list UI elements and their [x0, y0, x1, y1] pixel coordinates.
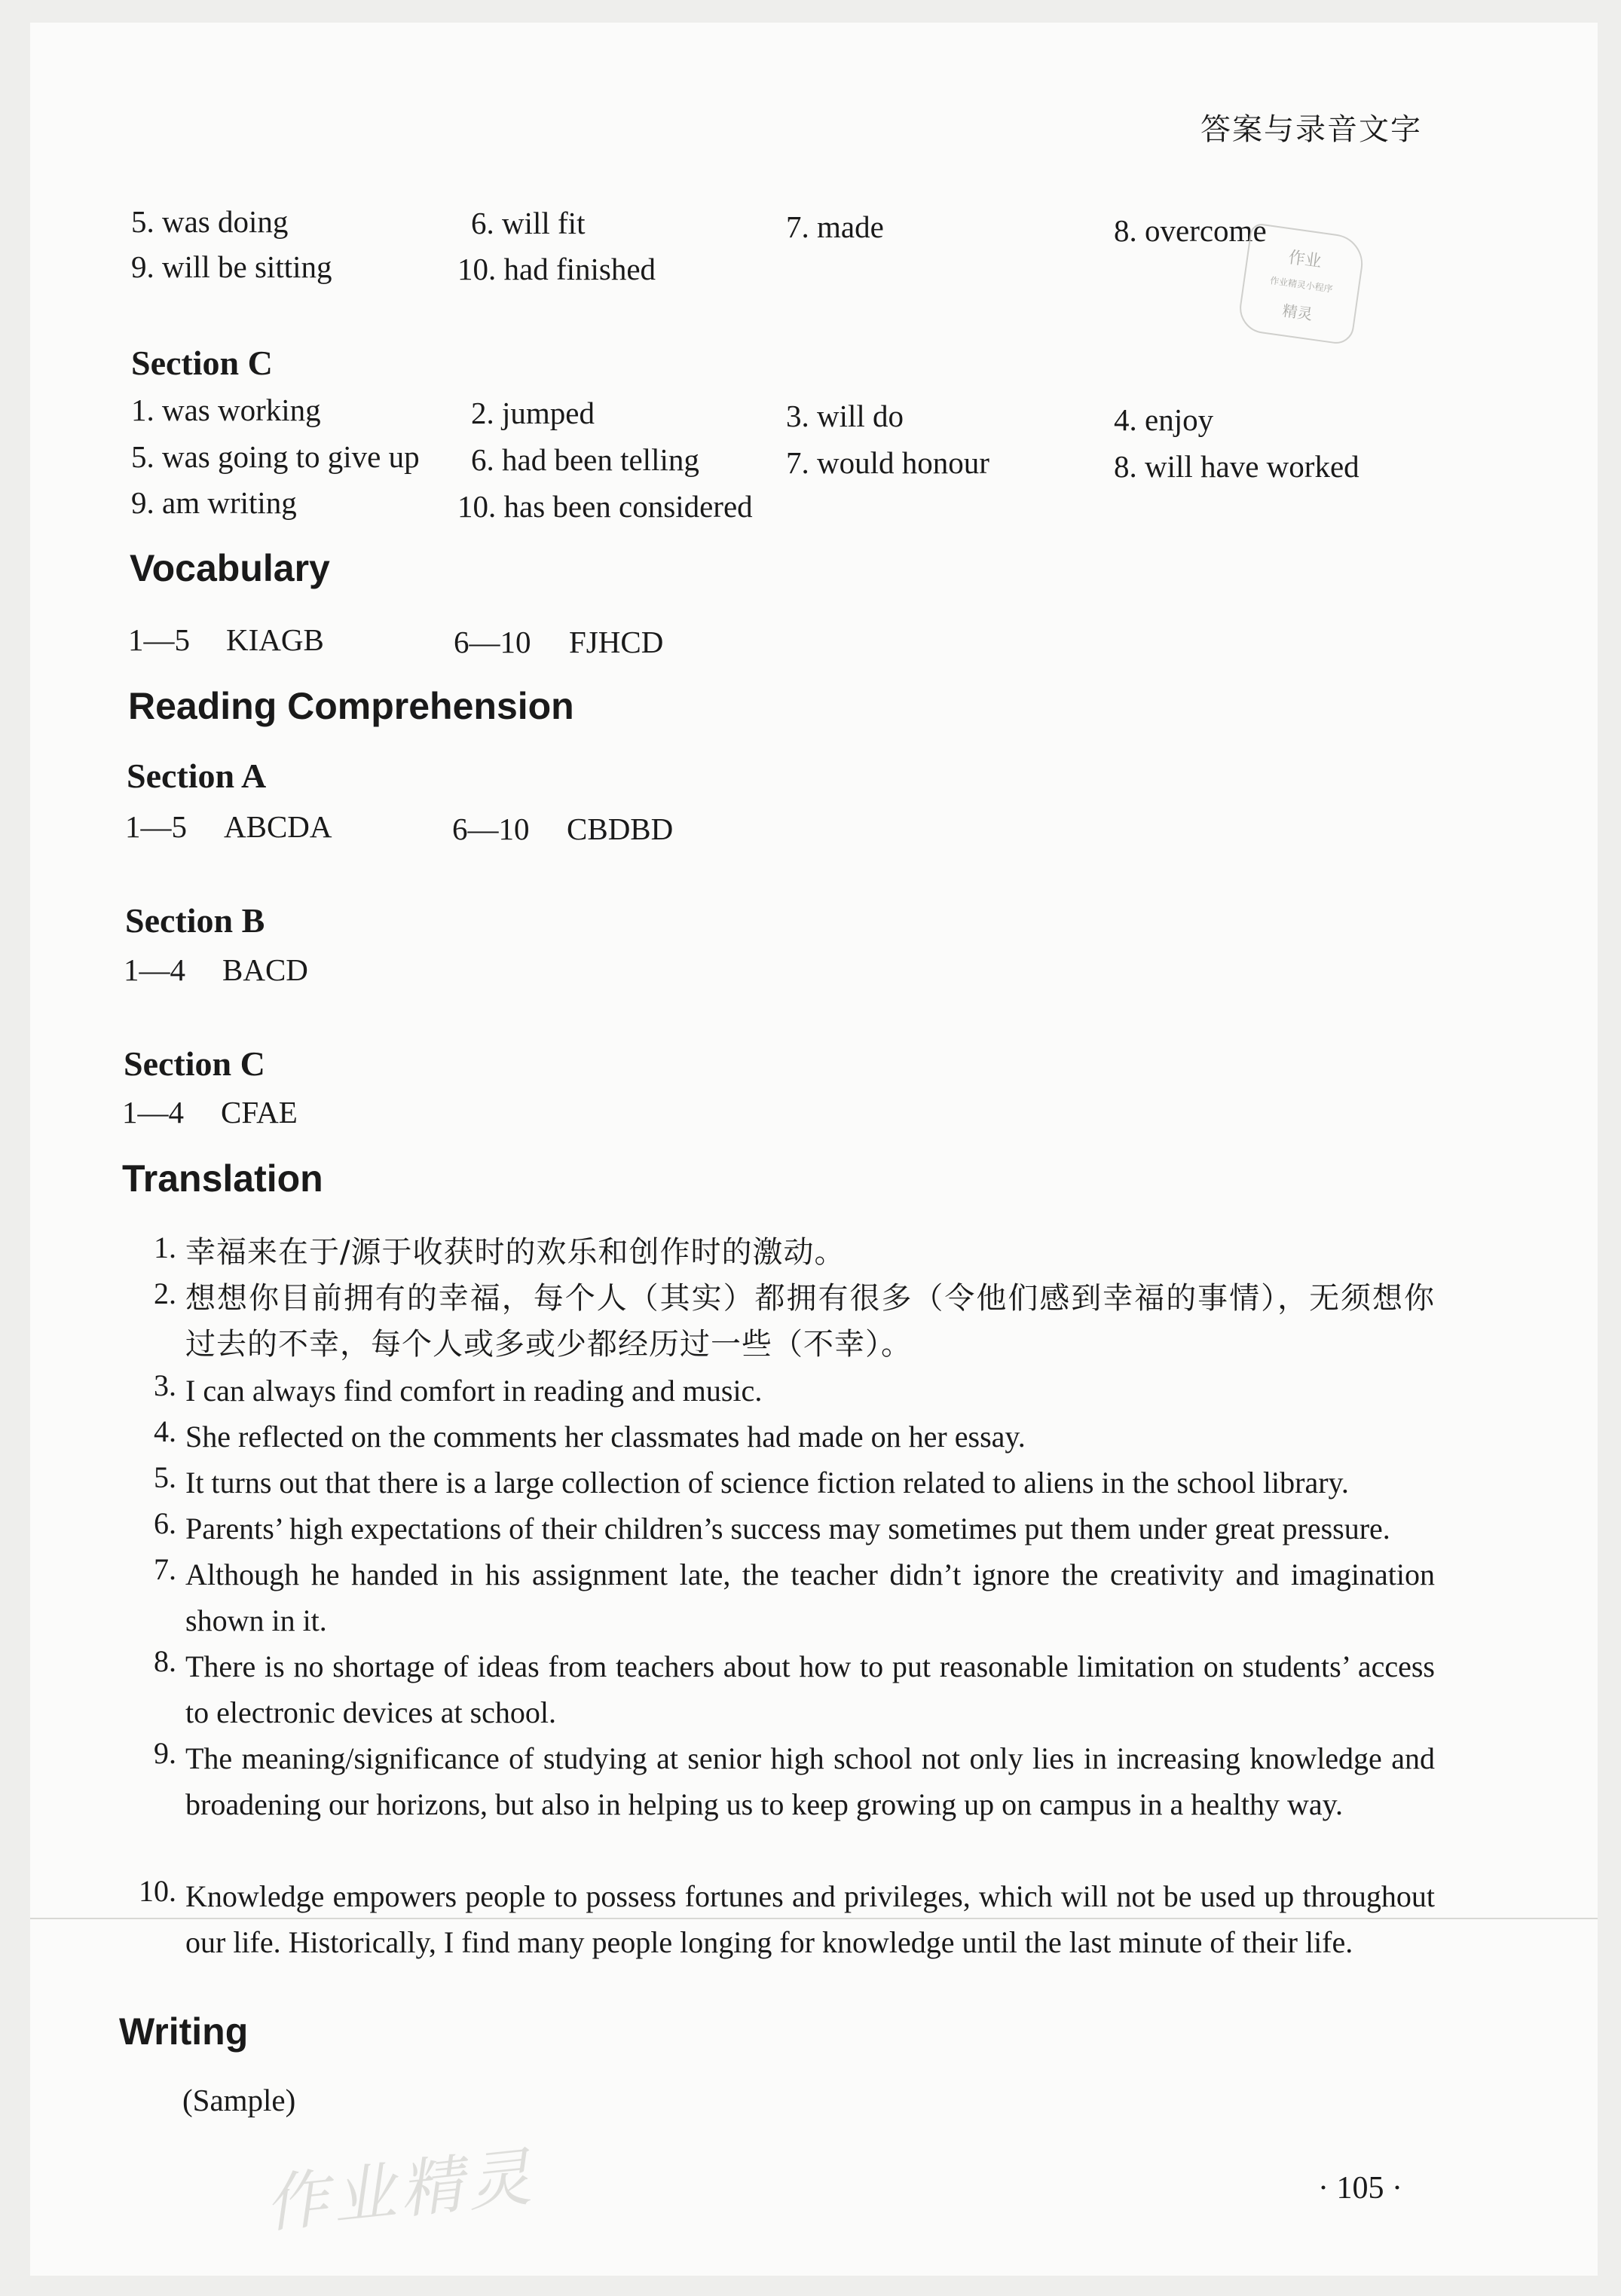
writing-heading: Writing: [119, 2010, 249, 2053]
section-c-heading: Section C: [131, 344, 273, 382]
stamp-line2: 作业精灵小程序: [1269, 275, 1334, 295]
vocab-answers-2: FJHCD: [569, 625, 664, 659]
item-text: Knowledge empowers people to possess fortunes and privileges, which will not be used up throughout our life. Historically, I find many people longing for knowledge until the last minute of their life.: [185, 1879, 1435, 1959]
reading-heading: Reading Comprehension: [128, 685, 574, 727]
translation-item-7: [131, 1552, 1435, 1643]
translation-item-10: [131, 1873, 1435, 1965]
answer-c-6: 6. had been telling: [471, 442, 699, 477]
answer-c-10: 10. has been considered: [457, 489, 753, 524]
answer-c-3: 3. will do: [786, 399, 904, 433]
vocab-answers-1: KIAGB: [226, 622, 324, 657]
writing-sample-label: (Sample): [182, 2083, 296, 2117]
answer-b-7: 7. made: [786, 209, 884, 244]
stamp-logo: [1237, 222, 1367, 346]
answer-c-9: 9. am writing: [131, 485, 297, 520]
reading-b-answers: BACD: [222, 952, 308, 987]
reading-section-a-heading: Section A: [127, 757, 267, 795]
vocab-range-2: 6—10: [454, 625, 531, 659]
translation-item-6: [131, 1506, 1435, 1552]
stamp-line1: 作业: [1286, 248, 1323, 272]
answer-b-10: 10. had finished: [457, 252, 656, 286]
vocabulary-heading: Vocabulary: [130, 547, 330, 589]
watermark: 作业精灵: [261, 2139, 539, 2242]
item-number: 8.: [154, 1644, 176, 1678]
item-number: 4.: [154, 1414, 176, 1448]
reading-b-range: 1—4: [124, 952, 185, 987]
item-text: I can always find comfort in reading and music.: [185, 1374, 763, 1408]
reading-c-answers: CFAE: [221, 1095, 298, 1130]
vocab-range-1: 1—5: [128, 622, 190, 657]
item-text: She reflected on the comments her classmates had made on her essay.: [185, 1420, 1026, 1454]
reading-section-b-heading: Section B: [125, 901, 265, 940]
answer-c-8: 8. will have worked: [1114, 449, 1359, 484]
reading-section-c-heading: Section C: [124, 1044, 265, 1083]
answer-c-5: 5. was going to give up: [131, 439, 420, 474]
page-header: 答案与录音文字: [1200, 112, 1422, 147]
translation-item-2: [131, 1276, 1435, 1368]
item-number: 2.: [154, 1276, 176, 1310]
answer-c-7: 7. would honour: [786, 445, 989, 480]
item-text: 幸福来在于/源于收获时的欢乐和创作时的激动。: [185, 1235, 846, 1270]
answer-c-1: 1. was working: [131, 393, 321, 427]
item-number: 5.: [154, 1460, 176, 1494]
reading-c-range: 1—4: [122, 1095, 184, 1130]
item-text: It turns out that there is a large collection of science fiction related to aliens in the school library.: [185, 1466, 1349, 1500]
answer-c-4: 4. enjoy: [1114, 402, 1214, 437]
answer-b-5: 5. was doing: [131, 204, 289, 239]
item-number: 3.: [154, 1368, 176, 1402]
reading-a-answers-1: ABCDA: [224, 809, 332, 844]
item-text: Although he handed in his assignment late, the teacher didn’t ignore the creativity and imagination shown in it.: [185, 1558, 1435, 1637]
item-number: 7.: [154, 1552, 176, 1586]
reading-a-range-1: 1—5: [125, 809, 187, 844]
translation-item-8: [131, 1643, 1435, 1735]
item-number: 9.: [154, 1736, 176, 1770]
reading-a-answers-2: CBDBD: [567, 812, 674, 846]
item-text: The meaning/significance of studying at senior high school not only lies in increasing knowledge and broadening our horizons, but also in helping us to keep growing up on campus in a healthy way.: [185, 1741, 1435, 1821]
answer-b-8: 8. overcome: [1114, 213, 1267, 248]
answer-b-9: 9. will be sitting: [131, 249, 332, 284]
translation-heading: Translation: [122, 1157, 323, 1200]
stamp-line3: 精灵: [1281, 301, 1314, 324]
reading-a-range-2: 6—10: [452, 812, 530, 846]
translation-item-1: [131, 1230, 1435, 1276]
translation-item-5: [131, 1460, 1435, 1506]
translation-item-4: [131, 1414, 1435, 1460]
item-number: 10.: [139, 1874, 176, 1908]
translation-item-9: [131, 1735, 1435, 1827]
item-text: There is no shortage of ideas from teachers about how to put reasonable limitation on students’ access to electronic devices at school.: [185, 1649, 1435, 1729]
item-number: 6.: [154, 1506, 176, 1540]
translation-item-3: [131, 1368, 1435, 1414]
item-number: 1.: [154, 1231, 176, 1264]
fold-line: [30, 1918, 1598, 1919]
item-text: Parents’ high expectations of their children’s success may sometimes put them under great pressure.: [185, 1512, 1390, 1545]
page-number: · 105 ·: [1318, 2171, 1402, 2206]
answer-b-6: 6. will fit: [471, 206, 586, 240]
answer-c-2: 2. jumped: [471, 396, 595, 430]
item-text: 想想你目前拥有的幸福，每个人（其实）都拥有很多（令他们感到幸福的事情），无须想你过去的不幸，每个人或多或少都经历过一些（不幸）。: [185, 1281, 1435, 1362]
